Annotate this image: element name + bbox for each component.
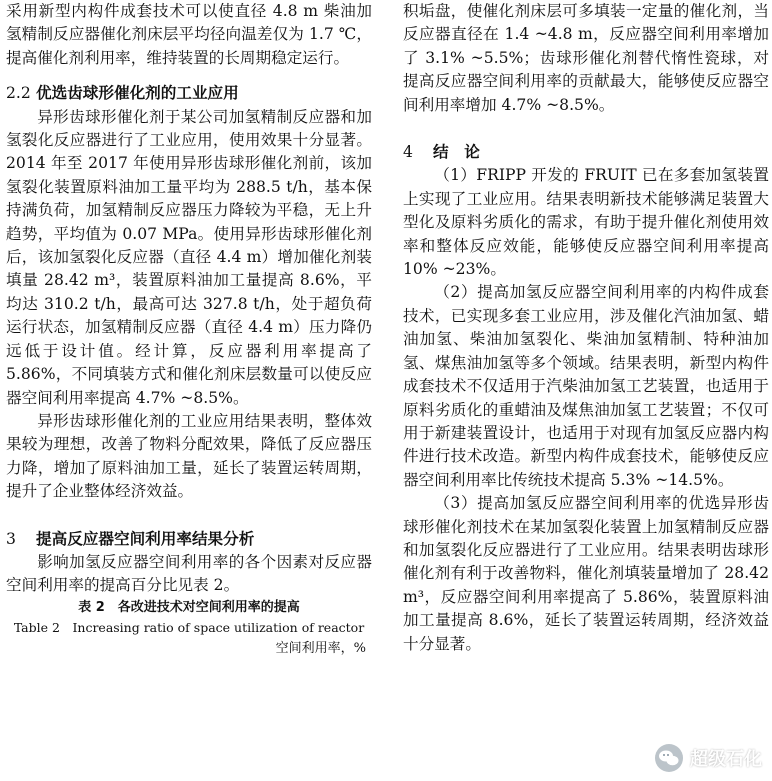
wechat-logo-icon <box>654 743 684 773</box>
section-number: 2.2 <box>6 84 31 103</box>
paragraph-3: 影响加氢反应器空间利用率的各个因素对反应器空间利用率的提高百分比见表 2。 <box>6 552 372 595</box>
section-heading-2-2 <box>6 82 372 105</box>
section-number: 4 <box>403 143 413 162</box>
section-title: 结 论 <box>433 143 480 162</box>
section-heading-3 <box>6 528 372 551</box>
section-heading-4 <box>403 141 769 164</box>
paragraph-continued-right: 积垢盘，使催化剂床层可多填装一定量的催化剂，当反应器直径在 1.4 ~4.8 m，反应器空间利用率增加了 3.1% ~5.5%；齿球形催化剂替代惰性瓷球，对提高反应器空间利用率的贡献最大，能够使反应器空间利用率增加 4.7% ~8.5%。 <box>403 2 769 114</box>
section-title: 优选齿球形催化剂的工业应用 <box>36 84 239 103</box>
table-unit-label: 空间利用率，% <box>275 640 366 656</box>
conclusion-2: （2）提高加氢反应器空间利用率的内构件成套技术，已实现多套工业应用，涉及催化汽油加氢、蜡油加氢、柴油加氢裂化、柴油加氢精制、特种油加氢、煤焦油加氢等多个领域。结果表明，新型内构件成套技术不仅适用于汽柴油加氢工艺装置，也适用于原料劣质化的重蜡油及煤焦油加氢工艺装置；不仅可用于新建装置设计，也适用于对现有加氢反应器内构件进行技术改造。新型内构件成套技术，能够使反应器空间利用率比传统技术提高 5.3% ~14.5%。 <box>403 283 769 489</box>
watermark-text: 超级石化 <box>690 749 762 770</box>
table-caption-zh: 表 2 各改进技术对空间利用率的提高 <box>78 599 300 615</box>
left-column <box>6 0 372 660</box>
paragraph-2-2-b: 异形齿球形催化剂的工业应用结果表明，整体效果较为理想，改善了物料分配效果，降低了反应器压力降，增加了原料油加工量，延长了装置运转周期，提升了企业整体经济效益。 <box>6 411 372 501</box>
paragraph-2-2-a: 异形齿球形催化剂于某公司加氢精制反应器和加氢裂化反应器进行了工业应用，使用效果十分显著。2014 年至 2017 年使用异形齿球形催化剂前，该加氢裂化装置原料油加工量平均为 288.5 t/h，基本保持满负荷，加氢精制反应器压力降较为平稳，无上升趋势，平均值为 0.07 MPa。使用异形齿球形催化剂后，该加氢裂化反应器（直径 4.4 m）增加催化剂装填量 28.42 m³，装置原料油加工量提高 8.6%，平均达 310.2 t/h，最高可达 327.8 t/h，处于超负荷运行状态，加氢精制反应器（直径 4.4 m）压力降仍远低于设计值。经计算，反应器利用率提高了 5.86%，不同填装方式和催化剂床层数量可以使反应器空间利用率提高 4.7% ~8.5%。 <box>6 107 372 407</box>
conclusion-1: （1）FRIPP 开发的 FRUIT 已在多套加氢装置上实现了工业应用。结果表明新技术能够满足装置大型化及原料劣质化的需求，有助于提升催化剂使用效率和整体反应效能，能够使反应器空间利用率提高 10% ~23%。 <box>403 166 769 279</box>
right-column <box>403 0 769 656</box>
paragraph-continued-left: 采用新型内构件成套技术可以使直径 4.8 m 柴油加氢精制反应器催化剂床层平均径向温差仅为 1.7 ℃，提高催化剂利用率，维持装置的长周期稳定运行。 <box>6 2 372 67</box>
conclusion-3: （3）提高加氢反应器空间利用率的优选异形齿球形催化剂技术在某加氢裂化装置上加氢精制反应器和加氢裂化反应器进行了工业应用。结果表明齿球形催化剂有利于改善物料，催化剂填装量增加了 28.42 m³，反应器空间利用率提高了 5.86%，装置原料油加工量提高 8.6%，延长了装置运转周期，经济效益十分显著。 <box>403 494 769 653</box>
section-title: 提高反应器空间利用率结果分析 <box>36 529 255 548</box>
watermark <box>654 743 762 773</box>
section-number: 3 <box>6 529 16 548</box>
table-caption-en: Table 2 Increasing ratio of space utilization of reactor <box>13 619 365 635</box>
